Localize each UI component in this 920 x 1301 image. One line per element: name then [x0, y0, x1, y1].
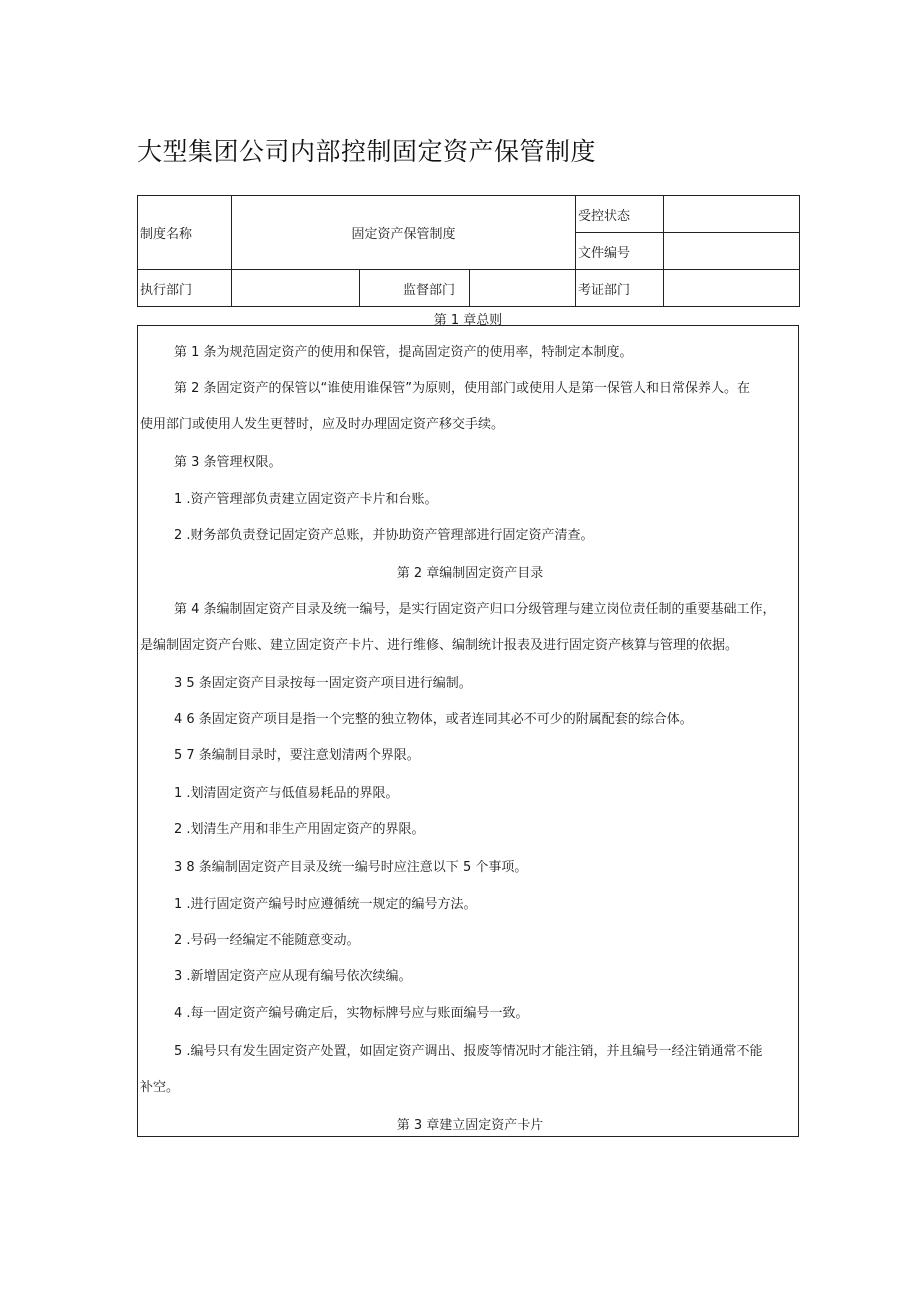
article-8: 3 8 条编制固定资产目录及统一编号时应注意以下 5 个事项。	[174, 860, 528, 875]
article-7-item-2: 2 .划清生产用和非生产用固定资产的界限。	[174, 822, 425, 837]
article-3-item-2: 2 .财务部负责登记固定资产总账，并协助资产管理部进行固定资产清查。	[174, 528, 594, 543]
file-number-label: 文件编号	[576, 233, 664, 270]
article-4-line-1: 第 4 条编制固定资产目录及统一编号，是实行固定资产归口分级管理与建立岗位责任制的重要基础工作，	[174, 602, 776, 617]
article-7-item-1: 1 .划清固定资产与低值易耗品的界限。	[174, 786, 399, 801]
article-3: 第 3 条管理权限。	[174, 455, 282, 470]
article-3-item-1: 1 .资产管理部负责建立固定资产卡片和台账。	[174, 492, 438, 507]
document-title: 大型集团公司内部控制固定资产保管制度	[137, 137, 597, 166]
file-number-value	[664, 233, 800, 270]
chapter-3-title: 第 3 章建立固定资产卡片	[396, 1118, 544, 1133]
audit-dept-label: 考证部门	[576, 270, 664, 307]
article-8-item-5-line-1: 5 .编号只有发生固定资产处置，如固定资产调出、报废等情况时才能注销，并且编号一经注销通常不能	[174, 1044, 763, 1059]
article-4-line-2: 是编制固定资产台账、建立固定资产卡片、进行维修、编制统计报表及进行固定资产核算与管理的依据。	[140, 638, 739, 653]
article-8-item-5-line-2: 补空。	[140, 1080, 180, 1095]
article-2-line-2: 使用部门或使用人发生更替时，应及时办理固定资产移交手续。	[140, 417, 505, 432]
exec-dept-value	[232, 270, 360, 307]
audit-dept-value	[664, 270, 800, 307]
article-7: 5 7 条编制目录时，要注意划清两个界限。	[174, 748, 420, 763]
chapter-2-title: 第 2 章编制固定资产目录	[396, 566, 544, 581]
article-8-item-1: 1 .进行固定资产编号时应遵循统一规定的编号方法。	[174, 897, 477, 912]
article-1: 第 1 条为规范固定资产的使用和保管，提高固定资产的使用率，特制定本制度。	[174, 345, 633, 360]
article-8-item-4: 4 .每一固定资产编号确定后，实物标牌号应与账面编号一致。	[174, 1006, 529, 1021]
exec-dept-label: 执行部门	[138, 270, 232, 307]
header-table	[137, 195, 800, 307]
control-status-label: 受控状态	[576, 196, 664, 233]
article-8-item-3: 3 .新增固定资产应从现有编号依次续编。	[174, 969, 412, 984]
supervise-dept-value	[470, 270, 576, 307]
supervise-dept-label: 监督部门	[360, 270, 470, 307]
article-8-item-2: 2 .号码一经编定不能随意变动。	[174, 933, 360, 948]
system-name-value: 固定资产保管制度	[232, 196, 576, 270]
control-status-value	[664, 196, 800, 233]
article-5: 3 5 条固定资产目录按每一固定资产项目进行编制。	[174, 676, 472, 691]
article-2-line-1: 第 2 条固定资产的保管以“谁使用谁保管”为原则，使用部门或使用人是第一保管人和日常保养人。在	[174, 381, 751, 396]
chapter-1-title: 第 1 章总则	[433, 313, 503, 328]
system-name-label: 制度名称	[138, 196, 232, 270]
article-6: 4 6 条固定资产项目是指一个完整的独立物体，或者连同其必不可少的附属配套的综合体。	[174, 712, 693, 727]
